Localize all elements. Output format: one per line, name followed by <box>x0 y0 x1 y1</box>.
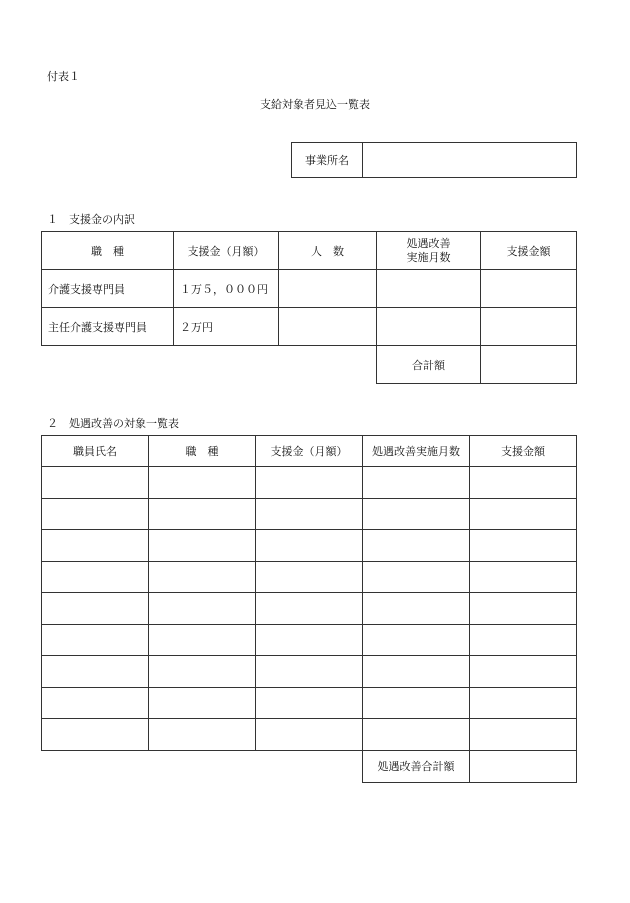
section2-heading: ２ 処遇改善の対象一覧表 <box>47 417 179 430</box>
table-row <box>42 687 577 719</box>
header-monthly-amount: 支援金（月額） <box>174 232 279 270</box>
total-row <box>42 346 577 384</box>
monthly-amount-field[interactable] <box>256 593 363 625</box>
amount-field[interactable] <box>470 561 577 593</box>
table-row <box>42 308 577 346</box>
staff-name-field[interactable] <box>42 687 149 719</box>
office-name-table <box>291 142 577 178</box>
amount-field[interactable] <box>470 624 577 656</box>
office-name-field[interactable] <box>363 143 577 178</box>
months-field[interactable] <box>363 624 470 656</box>
staff-name-field[interactable] <box>42 530 149 562</box>
table-header-row <box>42 232 577 270</box>
table-row <box>42 656 577 688</box>
header-monthly-amount: 支援金（月額） <box>256 436 363 467</box>
staff-name-field[interactable] <box>42 719 149 751</box>
amount-field[interactable] <box>470 498 577 530</box>
table-row <box>42 498 577 530</box>
row-headcount-field[interactable] <box>279 308 377 346</box>
job-type-field[interactable] <box>149 467 256 499</box>
table-row <box>42 719 577 751</box>
blank-cell <box>42 750 363 782</box>
header-staff-name: 職員氏名 <box>42 436 149 467</box>
appendix-label: 付表１ <box>47 70 80 83</box>
monthly-amount-field[interactable] <box>256 719 363 751</box>
amount-field[interactable] <box>470 593 577 625</box>
blank-cell <box>42 346 377 384</box>
total-field[interactable] <box>481 346 577 384</box>
total-field[interactable] <box>470 750 577 782</box>
months-field[interactable] <box>363 719 470 751</box>
support-breakdown-table <box>41 231 577 384</box>
row-amount-field[interactable] <box>481 308 577 346</box>
months-field[interactable] <box>363 467 470 499</box>
header-job-type: 職 種 <box>149 436 256 467</box>
months-field[interactable] <box>363 498 470 530</box>
staff-name-field[interactable] <box>42 624 149 656</box>
amount-field[interactable] <box>470 687 577 719</box>
table-row <box>42 467 577 499</box>
page-title: 支給対象者見込一覧表 <box>260 98 370 111</box>
staff-name-field[interactable] <box>42 656 149 688</box>
monthly-amount-field[interactable] <box>256 624 363 656</box>
amount-field[interactable] <box>470 719 577 751</box>
table-header-row <box>42 436 577 467</box>
row-headcount-field[interactable] <box>279 270 377 308</box>
row-months-field[interactable] <box>377 308 481 346</box>
job-type-field[interactable] <box>149 593 256 625</box>
staff-name-field[interactable] <box>42 467 149 499</box>
monthly-amount-field[interactable] <box>256 687 363 719</box>
monthly-amount-field[interactable] <box>256 467 363 499</box>
target-staff-table <box>41 435 577 783</box>
job-type-field[interactable] <box>149 530 256 562</box>
job-type-field[interactable] <box>149 624 256 656</box>
amount-field[interactable] <box>470 530 577 562</box>
office-name-label: 事業所名 <box>292 143 363 178</box>
table-row <box>42 270 577 308</box>
header-support-amount: 支援金額 <box>481 232 577 270</box>
row-months-field[interactable] <box>377 270 481 308</box>
total-row <box>42 750 577 782</box>
table-row <box>42 530 577 562</box>
monthly-amount-field[interactable] <box>256 656 363 688</box>
months-field[interactable] <box>363 593 470 625</box>
header-headcount: 人 数 <box>279 232 377 270</box>
staff-name-field[interactable] <box>42 498 149 530</box>
months-field[interactable] <box>363 656 470 688</box>
table-row <box>42 561 577 593</box>
staff-name-field[interactable] <box>42 593 149 625</box>
job-type-field[interactable] <box>149 719 256 751</box>
header-months: 処遇改善 実施月数 <box>377 232 481 270</box>
header-support-amount: 支援金額 <box>470 436 577 467</box>
amount-field[interactable] <box>470 467 577 499</box>
monthly-amount-field[interactable] <box>256 561 363 593</box>
job-type-field[interactable] <box>149 561 256 593</box>
monthly-amount-field[interactable] <box>256 530 363 562</box>
job-type-field[interactable] <box>149 656 256 688</box>
months-field[interactable] <box>363 687 470 719</box>
months-field[interactable] <box>363 561 470 593</box>
total-label: 処遇改善合計額 <box>363 750 470 782</box>
table-row <box>42 624 577 656</box>
section1-heading: １ 支援金の内訳 <box>47 213 135 226</box>
total-label: 合計額 <box>377 346 481 384</box>
row-job-type: 主任介護支援専門員 <box>42 308 174 346</box>
table-row <box>42 593 577 625</box>
row-monthly-amount: ２万円 <box>174 308 279 346</box>
header-months: 処遇改善実施月数 <box>363 436 470 467</box>
amount-field[interactable] <box>470 656 577 688</box>
job-type-field[interactable] <box>149 687 256 719</box>
monthly-amount-field[interactable] <box>256 498 363 530</box>
row-amount-field[interactable] <box>481 270 577 308</box>
job-type-field[interactable] <box>149 498 256 530</box>
staff-name-field[interactable] <box>42 561 149 593</box>
months-field[interactable] <box>363 530 470 562</box>
header-job-type: 職 種 <box>42 232 174 270</box>
row-monthly-amount: １万５，０００円 <box>174 270 279 308</box>
row-job-type: 介護支援専門員 <box>42 270 174 308</box>
